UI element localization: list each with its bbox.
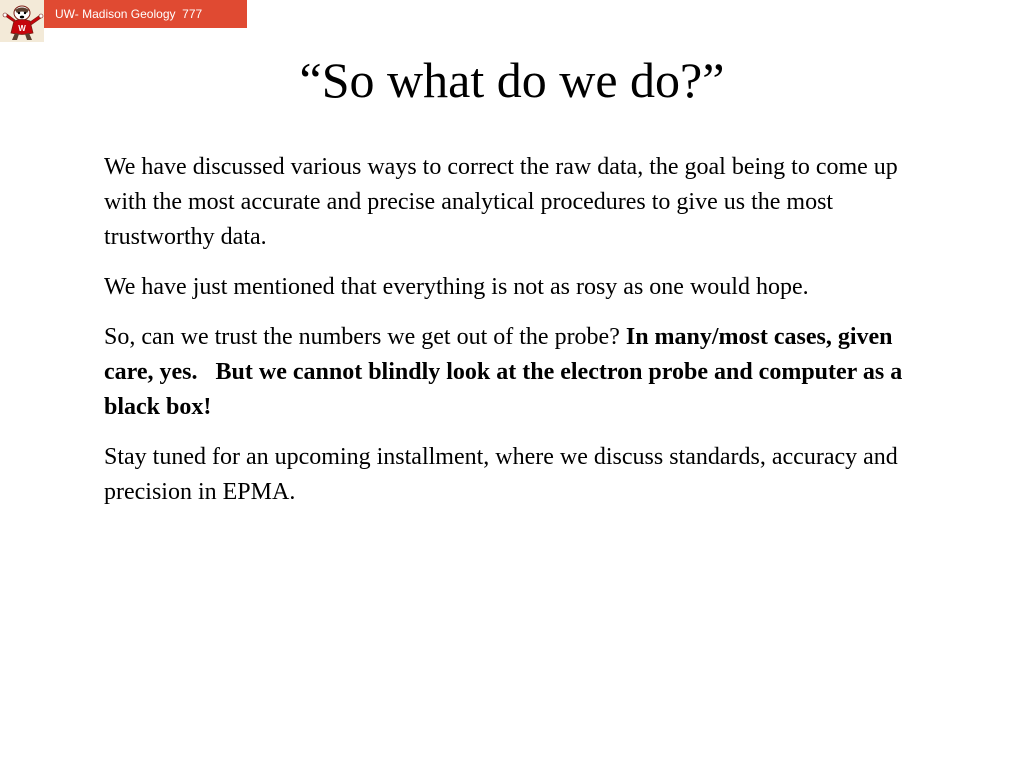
paragraph-3-text: So, can we trust the numbers we get out of the probe?	[104, 324, 626, 350]
paragraph-4	[104, 440, 934, 510]
bucky-badger-mascot-icon	[0, 0, 44, 42]
paragraph-1-text: We have discussed various ways to correct the raw data, the goal being to come up with the most accurate and precise analytical procedures to give us the most trustworthy data.	[104, 154, 898, 250]
paragraph-3-bold-text: In many/most cases, given care, yes. But we cannot blindly look at the electron probe and computer as a black box!	[104, 324, 909, 420]
paragraph-2-text: We have just mentioned that everything is not as rosy as one would hope.	[104, 274, 809, 300]
slide-title: “So what do we do?”	[299, 52, 725, 108]
paragraph-3	[104, 320, 934, 425]
paragraph-2	[104, 270, 934, 305]
paragraph-4-text: Stay tuned for an upcoming installment, where we discuss standards, accuracy and precision in EPMA.	[104, 444, 898, 505]
slide-body	[104, 150, 934, 525]
svg-text:W: W	[18, 24, 26, 33]
paragraph-1	[104, 150, 934, 255]
course-badge: UW- Madison Geology 777	[44, 0, 247, 28]
